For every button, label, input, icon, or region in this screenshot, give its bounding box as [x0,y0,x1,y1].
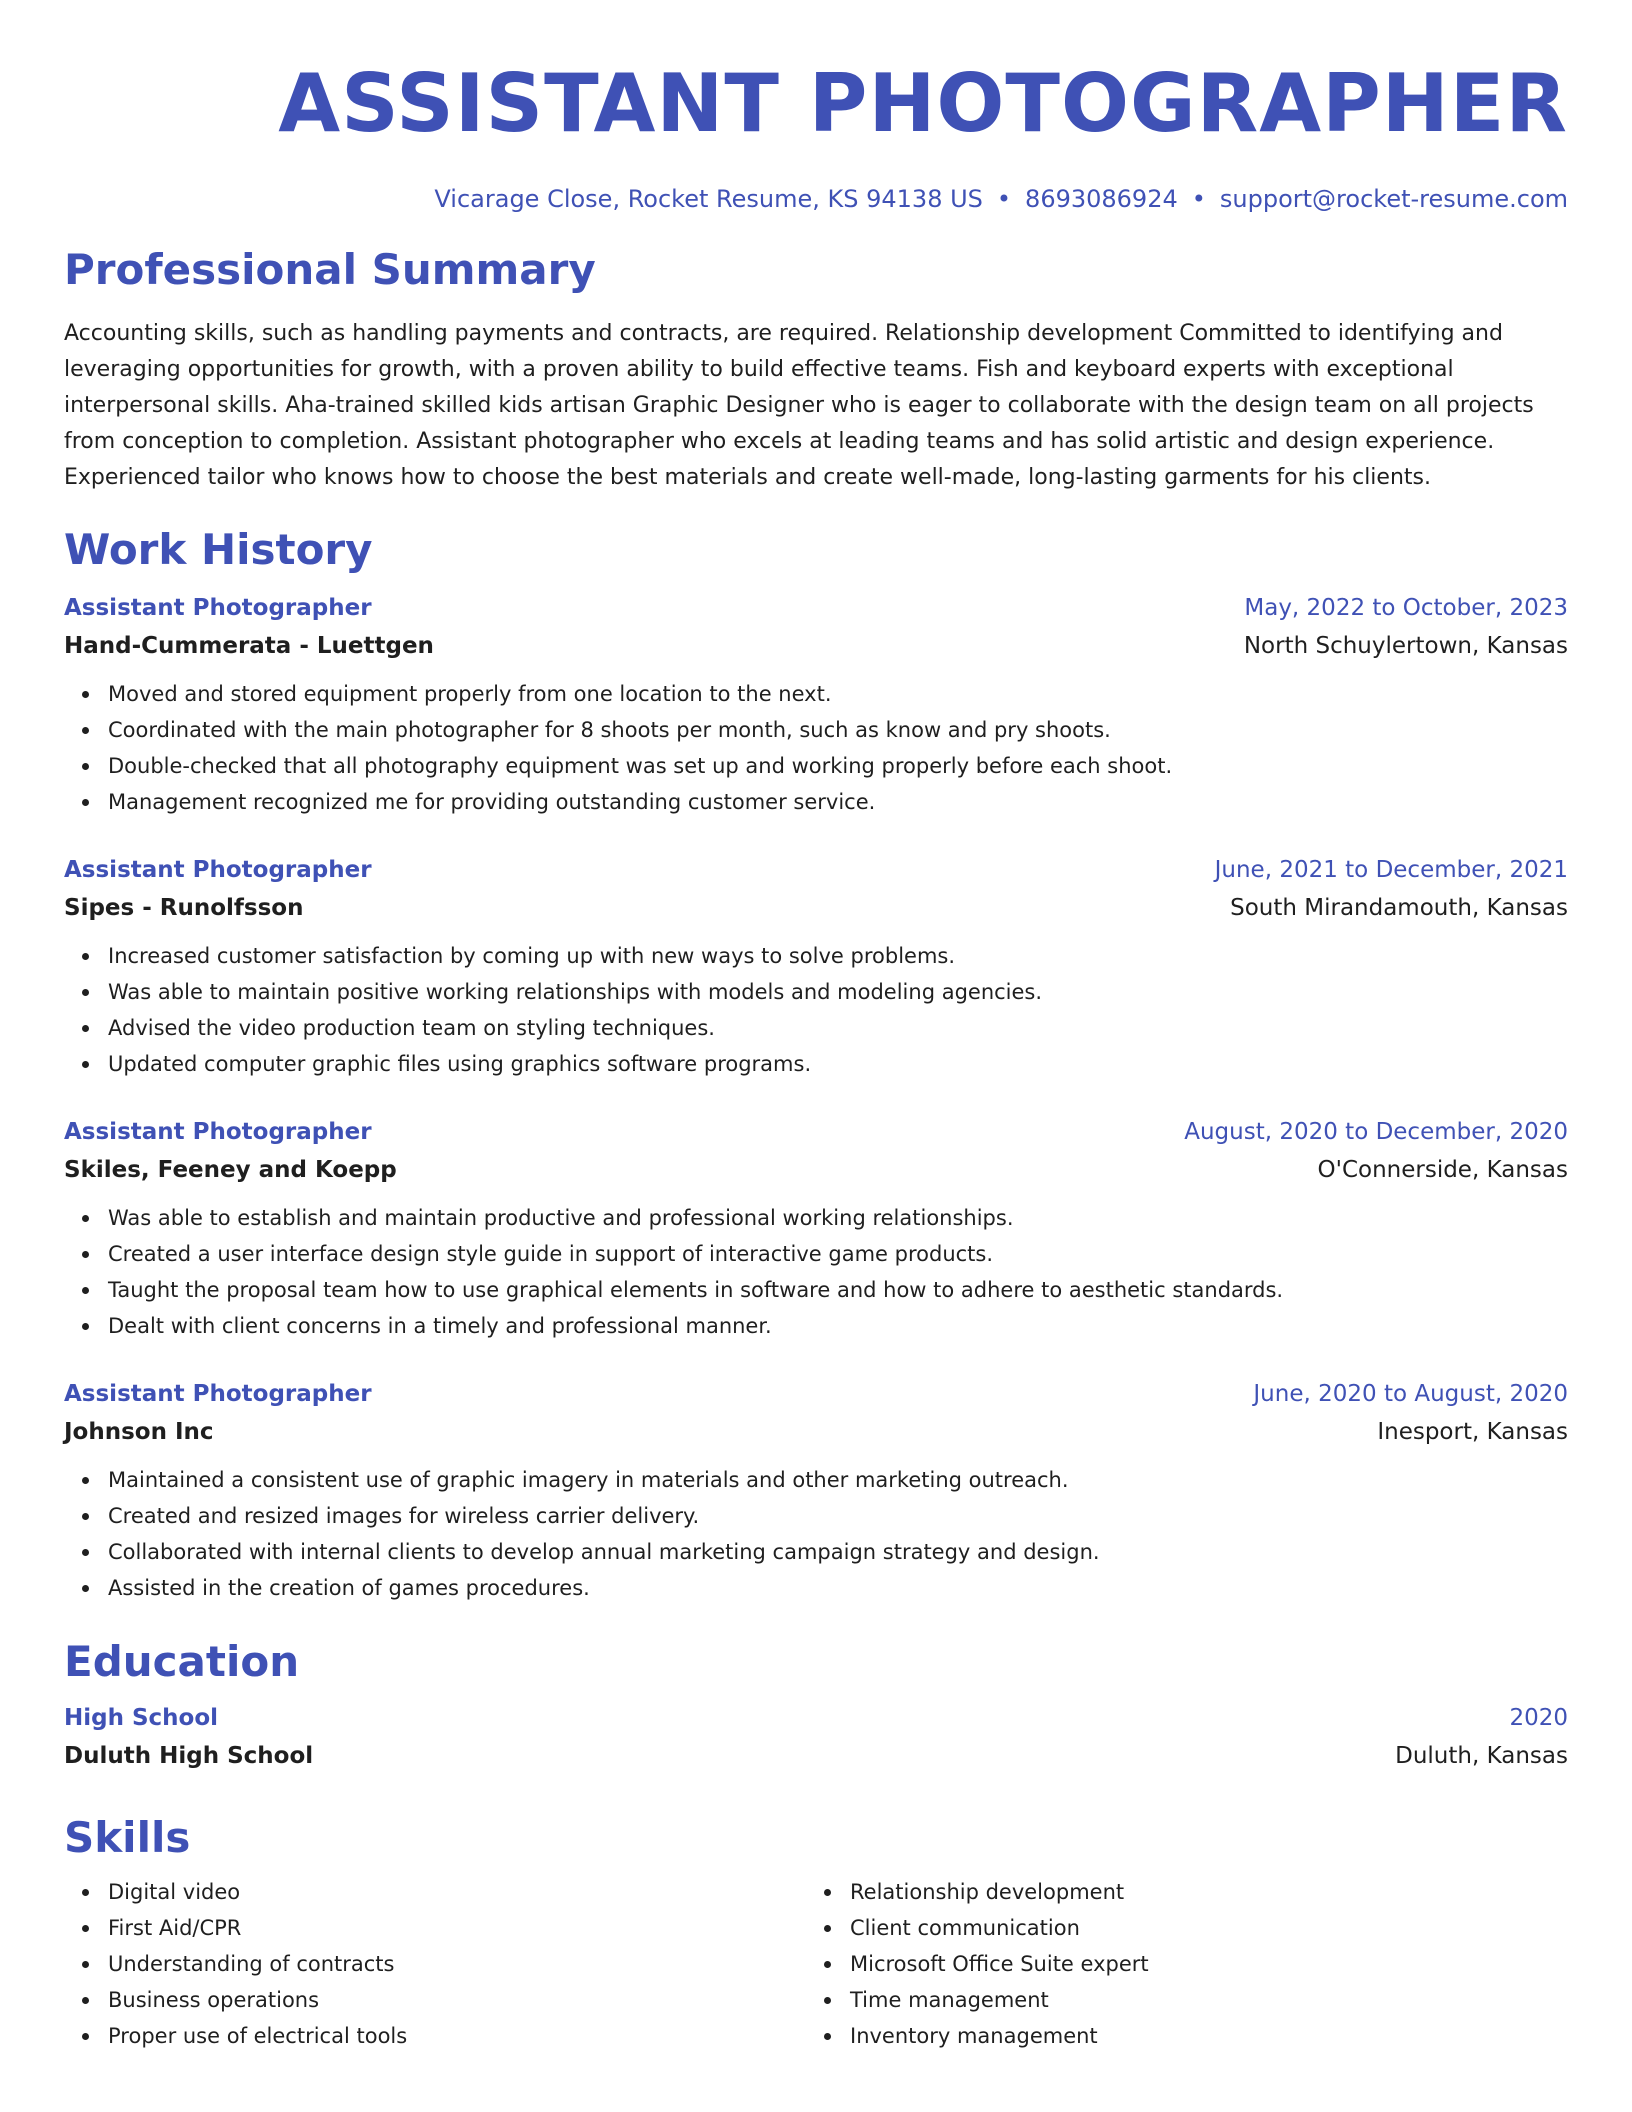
job-dates: June, 2021 to December, 2021 [1214,857,1568,883]
resume-header [64,0,1568,216]
job-dates: May, 2022 to October, 2023 [1244,595,1568,621]
job-entry [64,1376,1568,1606]
job-bullet: Created and resized images for wireless carrier delivery. [108,1498,1568,1534]
job-entry [64,590,1568,820]
contact-phone: 8693086924 [1025,185,1178,213]
job-entry [64,852,1568,1082]
job-location: North Schuylertown, Kansas [1243,633,1568,659]
candidate-name: ASSISTANT PHOTOGRAPHER [278,57,1568,150]
job-company: Sipes - Runolfsson [64,895,304,921]
skill-item: Understanding of contracts [108,1946,806,1982]
skill-item: Time management [850,1982,1548,2018]
education-degree: High School [64,1705,219,1731]
job-bullet: Created a user interface design style guide in support of interactive game products. [108,1236,1568,1272]
skill-item: Client communication [850,1910,1548,1946]
section-title-skills: Skills [64,1813,191,1862]
job-bullet: Assisted in the creation of games procedures. [108,1570,1568,1606]
job-bullets [64,938,1568,1082]
job-bullet: Collaborated with internal clients to develop annual marketing campaign strategy and design. [108,1534,1568,1570]
job-bullet: Was able to establish and maintain productive and professional working relationships. [108,1200,1568,1236]
job-bullet: Advised the video production team on styling techniques. [108,1010,1568,1046]
job-bullets [64,676,1568,820]
skill-item: Digital video [108,1874,806,1910]
job-dates: August, 2020 to December, 2020 [1184,1119,1568,1145]
education-location: Duluth, Kansas [1395,1743,1568,1769]
job-company: Skiles, Feeney and Koepp [64,1157,397,1183]
skills-column-left [64,1874,806,2054]
job-location: O'Connerside, Kansas [1317,1157,1568,1183]
separator-dot: • [1191,185,1206,213]
skills-list [64,1874,1568,2054]
job-bullets [64,1462,1568,1606]
job-company: Johnson Inc [64,1419,214,1445]
job-bullet: Updated computer graphic files using graphics software programs. [108,1046,1568,1082]
separator-dot: • [996,185,1012,213]
skill-item: Microsoft Office Suite expert [850,1946,1548,1982]
job-title: Assistant Photographer [64,1381,372,1407]
summary-text: Accounting skills, such as handling payments and contracts, are required. Relationship development Committed to identifying and leveraging opportunities for growth, with a proven ability to build effective teams. Fish and keyboard experts with exceptional interpersonal skills. Aha-trained skilled kids artisan Graphic Designer who is eager to collaborate with the design team on all projects from conception to completion. Assistant photographer who excels at leading teams and has solid artistic and design experience. Experienced tailor who knows how to choose the best materials and create well-made, long-lasting garments for his clients. [64,321,1534,490]
job-bullet: Coordinated with the main photographer for 8 shoots per month, such as know and pry shoots. [108,712,1568,748]
education-year: 2020 [1509,1705,1568,1731]
job-bullet: Maintained a consistent use of graphic imagery in materials and other marketing outreach. [108,1462,1568,1498]
contact-email: support@rocket-resume.com [1219,185,1568,213]
education-school: Duluth High School [64,1743,314,1769]
skill-item: Inventory management [850,2018,1548,2054]
job-dates: June, 2020 to August, 2020 [1253,1381,1568,1407]
job-bullet: Double-checked that all photography equipment was set up and working properly before each shoot. [108,748,1568,784]
job-bullet: Taught the proposal team how to use graphical elements in software and how to adhere to aesthetic standards. [108,1272,1568,1308]
job-bullet: Moved and stored equipment properly from one location to the next. [108,676,1568,712]
job-location: South Mirandamouth, Kansas [1230,895,1568,921]
skills-column-right [806,1874,1548,2054]
job-bullet: Management recognized me for providing outstanding customer service. [108,784,1568,820]
skill-item: Proper use of electrical tools [108,2018,806,2054]
job-bullet: Dealt with client concerns in a timely and professional manner. [108,1308,1568,1344]
education-entry [64,1700,1568,1776]
job-location: Inesport, Kansas [1377,1419,1568,1445]
contact-line [64,182,1568,216]
section-title-work-history: Work History [64,525,373,574]
section-title-summary: Professional Summary [64,245,596,294]
skill-item: First Aid/CPR [108,1910,806,1946]
job-title: Assistant Photographer [64,595,372,621]
contact-address: Vicarage Close, Rocket Resume, KS 94138 US [434,185,983,213]
skill-item: Relationship development [850,1874,1548,1910]
job-title: Assistant Photographer [64,1119,372,1145]
job-bullets [64,1200,1568,1344]
section-title-education: Education [64,1637,300,1686]
job-bullet: Was able to maintain positive working relationships with models and modeling agencies. [108,974,1568,1010]
job-bullet: Increased customer satisfaction by coming up with new ways to solve problems. [108,938,1568,974]
job-title: Assistant Photographer [64,857,372,883]
job-company: Hand-Cummerata - Luettgen [64,633,434,659]
skill-item: Business operations [108,1982,806,2018]
job-entry [64,1114,1568,1344]
